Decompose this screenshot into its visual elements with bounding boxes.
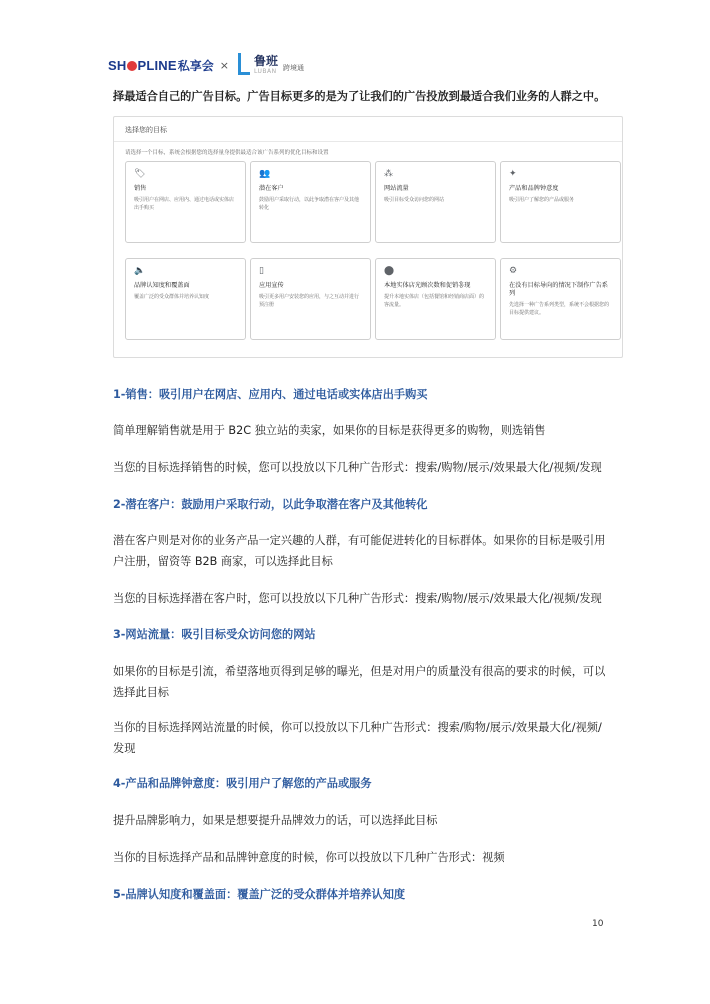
section-heading-brand-consideration: 4-产品和品牌钟意度：吸引用户了解您的产品或服务 — [113, 777, 372, 790]
goal-card-desc: 吸引更多用户安装您的应用，与之互动并进行预注册 — [259, 294, 360, 308]
goal-card-title: 应用宣传 — [259, 282, 284, 289]
goal-card-app-promotion[interactable] — [250, 258, 371, 340]
goal-card-title: 潜在客户 — [259, 185, 284, 192]
location-pin-icon: ⬤ — [384, 266, 395, 276]
sparkle-icon: ✦ — [509, 169, 517, 179]
logo-cross: × — [219, 58, 229, 72]
goal-card-desc: 提升本地实体店（包括餐馆和经销商店面）的客流量。 — [384, 294, 485, 308]
goal-card-desc: 鼓励用户采取行动，以此争取潜在客户及其他转化 — [259, 197, 360, 211]
paragraph: 简单理解销售就是用于 B2C 独立站的卖家，如果你的目标是获得更多的购物，则选销售 — [113, 424, 546, 437]
partner-name: 鲁班 — [254, 53, 279, 68]
goal-card-title: 产品和品牌钟意度 — [509, 185, 559, 192]
goal-card-website-traffic[interactable] — [375, 161, 496, 243]
goal-card-title: 品牌认知度和覆盖面 — [134, 282, 190, 289]
gear-icon: ⚙ — [509, 266, 518, 276]
luban-mark-icon — [235, 53, 250, 77]
panel-description: 请选择一个目标，系统会根据您的选择量身提供最适合该广告系列的优化目标和设置 — [125, 150, 329, 156]
goal-card-desc: 覆盖广泛的受众群体并培养认知度 — [134, 294, 210, 300]
section-heading-brand-awareness: 5-品牌认知度和覆盖面：覆盖广泛的受众群体并培养认知度 — [113, 888, 406, 901]
goal-card-no-goal[interactable] — [500, 258, 621, 340]
logo-suffix: 私享会 — [177, 58, 214, 73]
page-number: 10 — [592, 919, 604, 929]
goal-selection-panel — [113, 116, 623, 358]
shopline-logo: SH PLINE — [108, 57, 177, 73]
goal-card-leads[interactable] — [250, 161, 371, 243]
goal-card-brand-consideration[interactable] — [500, 161, 621, 243]
people-icon: 👥 — [259, 169, 271, 179]
goal-card-desc: 吸引目标受众访问您的网站 — [384, 197, 445, 203]
luban-logo — [235, 53, 304, 77]
paragraph: 如果你的目标是引流，希望落地页得到足够的曝光，但是对用户的质量没有很高的要求的时候，可以选择此目标 — [113, 665, 606, 699]
paragraph: 当你的目标选择网站流量的时候，你可以投放以下几种广告形式：搜索/购物/展示/效果最大化/视频/发现 — [113, 721, 602, 755]
header-logo-bar — [108, 50, 304, 80]
goal-card-local-store[interactable] — [375, 258, 496, 340]
paragraph: 潜在客户则是对你的业务产品一定兴趣的人群，有可能促进转化的目标群体。如果你的目标是吸引用户注册，留资等 B2B 商家，可以选择此目标 — [113, 534, 606, 568]
paragraph: 当你的目标选择产品和品牌钟意度的时候，你可以投放以下几种广告形式：视频 — [113, 851, 505, 864]
goal-card-title: 网站流量 — [384, 185, 409, 192]
panel-divider — [114, 141, 622, 142]
intro-text: 择最适合自己的广告目标。广告目标更多的是为了让我们的广告投放到最适合我们业务的人群之中。 — [113, 90, 606, 103]
partner-tag: 跨境通 — [283, 64, 305, 72]
goal-card-desc: 吸引用户在网店、应用内、通过电话或实体店出手购买 — [134, 197, 235, 211]
tag-icon: 🏷 — [134, 169, 146, 179]
logo-o-dot — [127, 61, 137, 71]
section-heading-sales: 1-销售：吸引用户在网店、应用内、通过电话或实体店出手购买 — [113, 388, 428, 401]
goal-card-brand-awareness[interactable] — [125, 258, 246, 340]
goal-card-desc: 吸引用户了解您的产品或服务 — [509, 197, 575, 203]
goal-card-title: 在没有目标导向的情况下制作广告系列 — [509, 282, 608, 297]
paragraph: 当您的目标选择潜在客户时，您可以投放以下几种广告形式：搜索/购物/展示/效果最大化/视频/发现 — [113, 592, 602, 605]
panel-title: 选择您的目标 — [125, 126, 167, 134]
paragraph: 当您的目标选择销售的时候，您可以投放以下几种广告形式：搜索/购物/展示/效果最大化/视频/发现 — [113, 461, 602, 474]
goal-card-desc: 先选择一种广告系列类型，系统不会根据您的目标提供建议。 — [509, 302, 610, 316]
speaker-icon: 🔈 — [134, 266, 146, 276]
cursor-click-icon: ⁂ — [384, 169, 393, 179]
partner-sub: LUBAN — [254, 67, 277, 75]
paragraph: 提升品牌影响力，如果是想要提升品牌效力的话，可以选择此目标 — [113, 814, 438, 827]
section-heading-leads: 2-潜在客户：鼓励用户采取行动，以此争取潜在客户及其他转化 — [113, 498, 428, 511]
section-heading-website-traffic: 3-网站流量：吸引目标受众访问您的网站 — [113, 628, 316, 641]
goal-card-title: 销售 — [134, 185, 147, 192]
goal-card-sales[interactable] — [125, 161, 246, 243]
phone-icon: ▯ — [259, 266, 264, 276]
goal-card-title: 本地实体店光顾次数和促销흥现 — [384, 282, 471, 289]
